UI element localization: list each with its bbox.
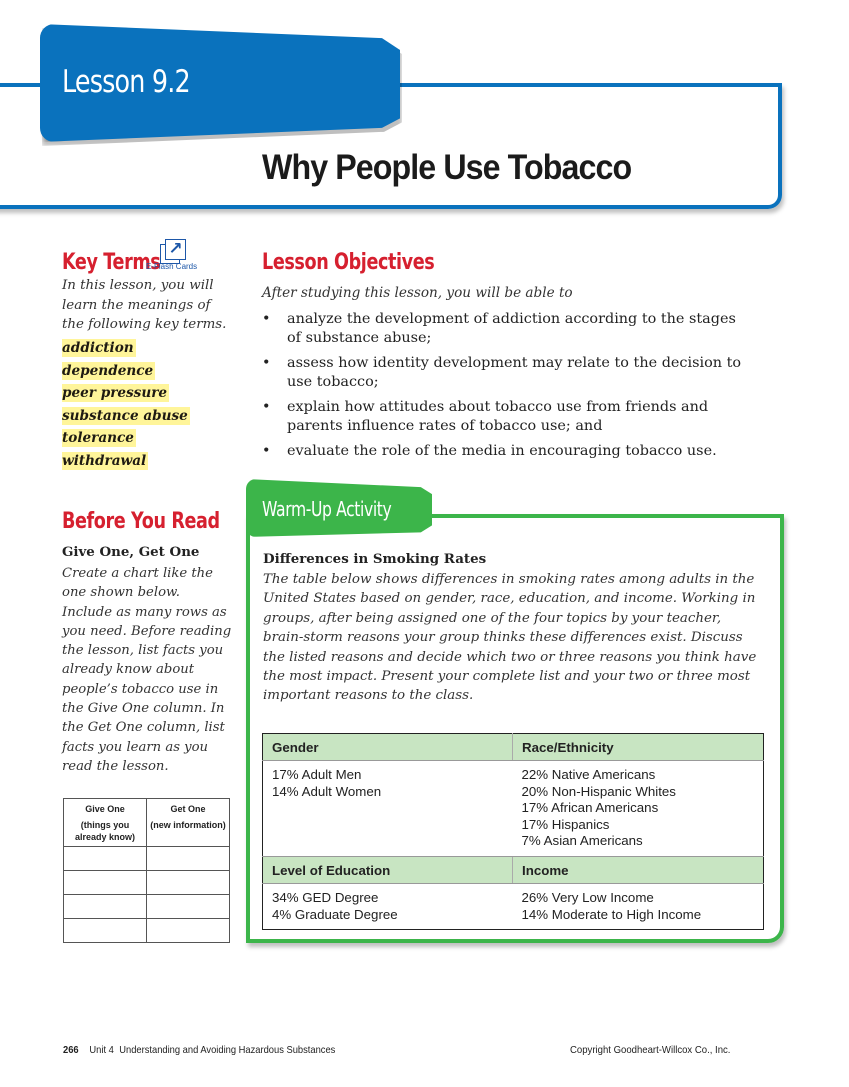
education-header: Level of Education [263,856,513,883]
bullet-icon: • [262,311,271,327]
key-term[interactable]: tolerance [62,430,134,447]
get-one-cell [147,871,230,895]
table-header-row [263,734,764,761]
objectives-intro: After studying this lesson, you will be able to [262,285,573,301]
give-one-cell [64,919,147,943]
get-one-cell [147,919,230,943]
chart-row [64,919,230,943]
chart-row [64,895,230,919]
objective-item: • explain how attitudes about tobacco use from friends and parents influence rates of tobacco use; and [262,399,709,434]
objective-item: • analyze the development of addiction according to the stages of substance abuse; [262,311,736,346]
objective-item: • assess how identity development may relate to the decision to use tobacco; [262,355,742,390]
give-one-get-one-subheading: Give One, Get One [62,544,200,560]
objectives-list [262,310,752,467]
income-header: Income [513,856,764,883]
race-ethnicity-header: Race/Ethnicity [513,734,764,761]
key-term[interactable]: peer pressure [62,385,168,402]
bullet-icon: • [262,399,271,415]
key-terms-list [62,337,190,473]
income-cell: 26% Very Low Income 14% Moderate to High Income [521,889,702,922]
warm-up-subheading: Differences in Smoking Rates [263,551,487,567]
unit-label: Unit 4 [89,1045,114,1056]
give-one-cell [64,895,147,919]
footer-left [63,1045,335,1056]
table-header-row [263,856,764,883]
copyright: Copyright Goodheart-Willcox Co., Inc. [570,1045,731,1056]
unit-title: Understanding and Avoiding Hazardous Substances [119,1045,336,1056]
key-term[interactable]: withdrawal [62,452,147,469]
smoking-rates-table [262,733,764,930]
gender-header: Gender [263,734,513,761]
give-one-column-header: Give One (things you already know) [64,799,147,847]
give-one-cell [64,871,147,895]
race-ethnicity-cell: 22% Native Americans 20% Non-Hispanic Whites 17% African Americans 17% Hispanics 7% Asian Americans [521,767,676,849]
eflash-cards-label: E-Flash Cards [146,262,198,271]
get-one-cell [147,895,230,919]
external-link-arrow-icon: ↗ [165,239,186,260]
page-title: Why People Use Tobacco [262,148,632,187]
key-term[interactable]: substance abuse [62,407,188,424]
get-one-cell [147,847,230,871]
lesson-number: Lesson 9.2 [62,64,190,100]
before-you-read-body: Create a chart like the one shown below. Include as many rows as you need. Before reading the lesson, list facts you already know about people’s tobacco use in the Give One column. In the Get One column, list facts you learn as you read the lesson. [62,566,232,774]
warm-up-body: The table below shows differences in smoking rates among adults in the United States based on gender, race, education, and income. Working in groups, after being assigned one of the four topics by your teacher, brain-storm reasons your group thinks these differences exist. Discuss the listed reasons and decide which two or three reasons you think have the most impact. Present your complete list and your two or three most important reasons to the class. [263,572,757,704]
key-terms-heading: Key Terms [62,250,161,275]
key-term[interactable]: addiction [62,340,134,356]
gender-cell: 17% Adult Men 14% Adult Women [272,767,382,799]
give-one-get-one-chart [63,798,230,943]
eflash-cards-link[interactable] [146,238,204,274]
key-term[interactable]: dependence [62,362,154,379]
table-row [263,761,764,857]
bullet-icon: • [262,443,271,459]
education-cell: 34% GED Degree 4% Graduate Degree [272,889,398,922]
key-terms-intro: In this lesson, you will learn the meanings of the following key terms. [62,278,227,332]
warm-up-label: Warm-Up Activity [262,497,392,521]
get-one-column-header: Get One (new information) [147,799,230,847]
page-number: 266 [63,1045,79,1056]
give-one-cell [64,847,147,871]
lesson-objectives-heading: Lesson Objectives [262,250,435,275]
table-row [263,883,764,929]
bullet-icon: • [262,355,271,371]
before-you-read-heading: Before You Read [62,509,220,534]
chart-row [64,871,230,895]
objective-item: • evaluate the role of the media in encouraging tobacco use. [262,443,717,459]
chart-row [64,847,230,871]
